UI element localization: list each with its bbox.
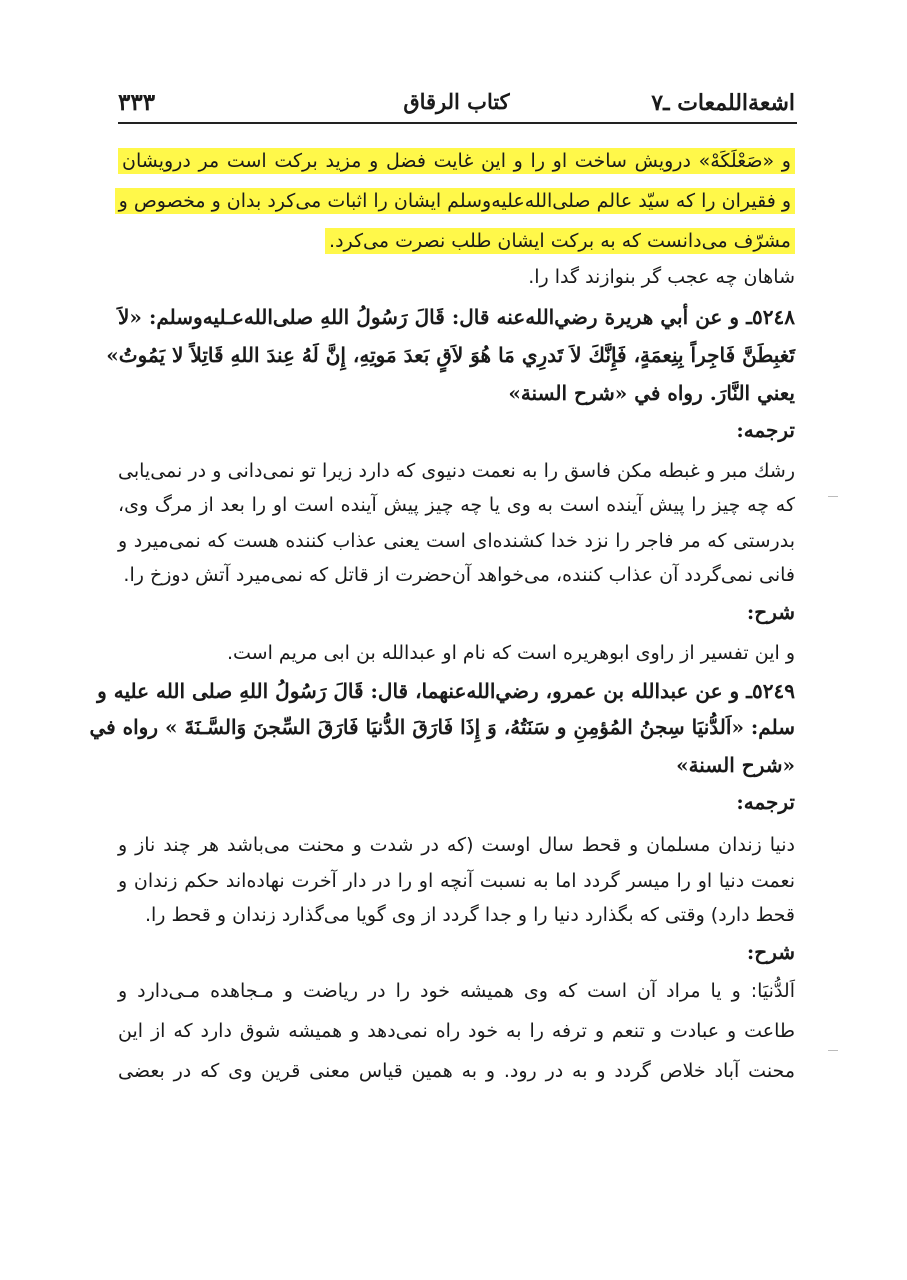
highlighted-line: مشرّف مى‌دانست كه به بركت ايشان طلب نصرت مى‌كرد. <box>325 226 795 256</box>
translation-line: نعمت دنيا او را ميسر گردد اما به نسبت آنچه او را در دار آخرت نهاده‌اند حكم زندان و <box>118 870 795 892</box>
hadith-line: «شرح السنة» <box>676 753 795 777</box>
commentary-line: و اين تفسير از راوى ابوهريره است كه نام او عبدالله بن ابى مريم است. <box>226 642 795 664</box>
translation-line: قحط دارد) وقتى كه بگذارد دنيا را و جدا گردد از وى گويا مى‌گذارد زندان و قحط را. <box>144 904 795 926</box>
translation-line: فانى نمى‌گردد آن عذاب كننده، مى‌خواهد آن‌حضرت از قاتل كه نمى‌ميرد آتش دوزخ را. <box>123 564 795 586</box>
hadith-line: ٥٢٤٩ـ و عن عبدالله بن عمرو، رضي‌الله‌عنهما، قال: قَالَ رَسُولُ اللهِ صلى الله عليه و <box>97 679 795 703</box>
hadith-line: تَغبِطَنَّ فَاجِراً بِنِعمَةٍ، فَإِنَّكَ لاَ تَدرِي مَا هُوَ لاَقٍ بَعدَ مَوتِهِ، إِنَّ لَهُ عِندَ اللهِ قَاتِلاً لا يَمُوتُ» <box>106 343 795 367</box>
highlighted-line: و «صَعْلَكَهْ» درويش ساخت او را و اين غايت فضل و مزيد بركت است مر درويشان <box>118 146 795 176</box>
book-title: اشعةاللمعات ـ٧ <box>651 90 795 116</box>
highlighted-line: و فقيران را كه سيّد عالم صلى‌الله‌عليه‌وسلم ايشان را اثبات مى‌كرد بدان و مخصوص و <box>118 186 795 216</box>
margin-mark <box>828 496 838 497</box>
translation-line: دنيا زندان مسلمان و قحط سال اوست (كه در شدت و محنت مى‌باشد هر چند ناز و <box>118 834 795 856</box>
commentary-line: اَلدُّنيَا: و يا مراد آن است كه وى هميشه خود را در رياضت و مـجاهده مـى‌دارد و <box>118 980 795 1002</box>
translation-line: بدرستى كه مر فاجر را نزد خدا كشنده‌اى است يعنى عذاب كننده هست كه نمى‌ميرد و <box>118 530 795 552</box>
translation-line: كه چه چيز را پيش آينده است به وى يا چه چيز پيش آينده است او را بعد از مرگ وى، <box>118 494 795 516</box>
hadith-line: يعني النَّارَ. رواه في «شرح السنة» <box>508 381 795 405</box>
hadith-line: ٥٢٤٨ـ و عن أبي هريرة رضي‌الله‌عنه قال: قَالَ رَسُولُ اللهِ صلى‌الله‌عـليه‌وسلم: «لاَ <box>118 305 795 329</box>
hadith-line: سلم: «اَلدُّنيَا سِجنُ المُؤمِنِ و سَنَتُهُ، وَ إِذَا فَارَقَ الدُّنيَا فَارَقَ السِّجنَ وَالسَّـنَةَ » رواه في <box>89 715 795 739</box>
commentary-heading: شرح: <box>746 600 795 624</box>
header-rule <box>118 122 797 124</box>
page-header <box>118 76 795 116</box>
commentary-line: طاعت و عبادت و تنعم و ترفه را به خود راه نمى‌دهد و هميشه شوق دارد كه از اين <box>118 1020 795 1042</box>
translation-heading: ترجمه: <box>736 790 795 814</box>
commentary-heading: شرح: <box>746 940 795 964</box>
translation-line: رشك مبر و غبطه مكن فاسق را به نعمت دنيوى كه دارد زيرا تو نمى‌دانى و در نمى‌يابى <box>118 460 795 482</box>
margin-mark <box>828 1050 838 1051</box>
chapter-title: كتاب الرقاق <box>403 89 510 114</box>
commentary-line: محنت آباد خلاص گردد و به در رود. و به همين قياس معنى قرين وى كه در بعضى <box>118 1060 795 1082</box>
translation-heading: ترجمه: <box>736 418 795 442</box>
verse-line: شاهان چه عجب گر بنوازند گدا را. <box>528 266 795 288</box>
page-number: ٣٣٣ <box>118 89 156 116</box>
